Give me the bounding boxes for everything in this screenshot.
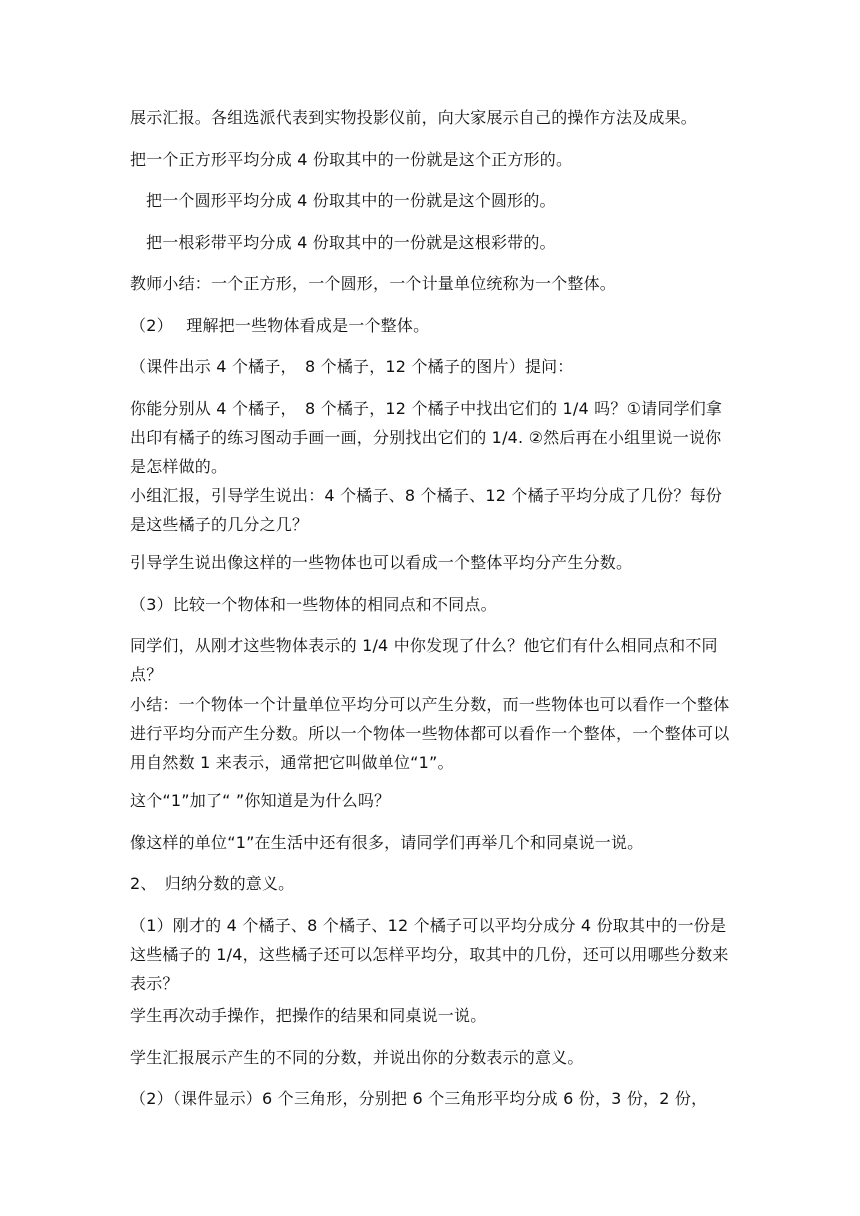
paragraph-quote-question: 这个“1”加了“ ”你知道是为什么吗？ xyxy=(130,791,391,810)
paragraph-courseware-oranges: （课件出示 4 个橘子， 8 个橘子，12 个橘子的图片）提问： xyxy=(130,357,574,376)
paragraph-triangles: （2）（课件显示）6 个三角形，分别把 6 个三角形平均分成 6 份，3 份，2 份， xyxy=(130,1089,708,1108)
paragraph-guide-whole: 引导学生说出像这样的一些物体也可以看成一个整体平均分产生分数。 xyxy=(130,553,633,572)
paragraph-circle: 把一个圆形平均分成 4 份取其中的一份就是这个圆形的。 xyxy=(146,191,556,210)
paragraph-square: 把一个正方形平均分成 4 份取其中的一份就是这个正方形的。 xyxy=(130,150,573,169)
paragraph-presentation: 展示汇报。各组选派代表到实物投影仪前，向大家展示自己的操作方法及成果。 xyxy=(130,108,698,127)
paragraph-section-2: （2） 理解把一些物体看成是一个整体。 xyxy=(130,316,430,335)
paragraph-compare: 同学们，从刚才这些物体表示的 1/4 中你发现了什么？他它们有什么相同点和不同点？ xyxy=(130,636,718,684)
paragraph-report-meaning: 学生汇报展示产生的不同的分数，并说出你的分数表示的意义。 xyxy=(130,1048,584,1067)
paragraph-ribbon: 把一根彩带平均分成 4 份取其中的一份就是这根彩带的。 xyxy=(146,233,556,252)
paragraph-summary-unit: 小结：一个物体一个计量单位平均分可以产生分数，而一些物体也可以看作一个整体进行平均分而产生分数。所以一个物体一些物体都可以看作一个整体，一个整体可以用自然数 1 来表示，通常把它叫做单位“1”。 xyxy=(130,695,730,772)
paragraph-question-quarter: 你能分别从 4 个橘子， 8 个橘子，12 个橘子中找出它们的 1/4 吗？①请同学们拿出印有橘子的练习图动手画一画，分别找出它们的 1/4. ②然后再在小组里说一说你是怎样做的。 xyxy=(130,399,723,476)
paragraph-heading-2: 2、 归纳分数的意义。 xyxy=(130,874,295,893)
paragraph-section-3: （3）比较一个物体和一些物体的相同点和不同点。 xyxy=(130,595,497,614)
paragraph-examples: 像这样的单位“1”在生活中还有很多，请同学们再举几个和同桌说一说。 xyxy=(130,833,644,852)
paragraph-teacher-summary: 教师小结：一个正方形，一个圆形，一个计量单位统称为一个整体。 xyxy=(130,274,617,293)
paragraph-hands-on: 学生再次动手操作，把操作的结果和同桌说一说。 xyxy=(130,1006,487,1025)
paragraph-group-report: 小组汇报，引导学生说出：4 个橘子、8 个橘子、12 个橘子平均分成了几份？每份是这些橘子的几分之几？ xyxy=(130,486,722,534)
paragraph-section-1-fractions: （1）刚才的 4 个橘子、8 个橘子、12 个橘子可以平均分成分 4 份取其中的一份是这些橘子的 1/4，这些橘子还可以怎样平均分，取其中的几份，还可以用哪些分数来表示？ xyxy=(130,916,729,993)
